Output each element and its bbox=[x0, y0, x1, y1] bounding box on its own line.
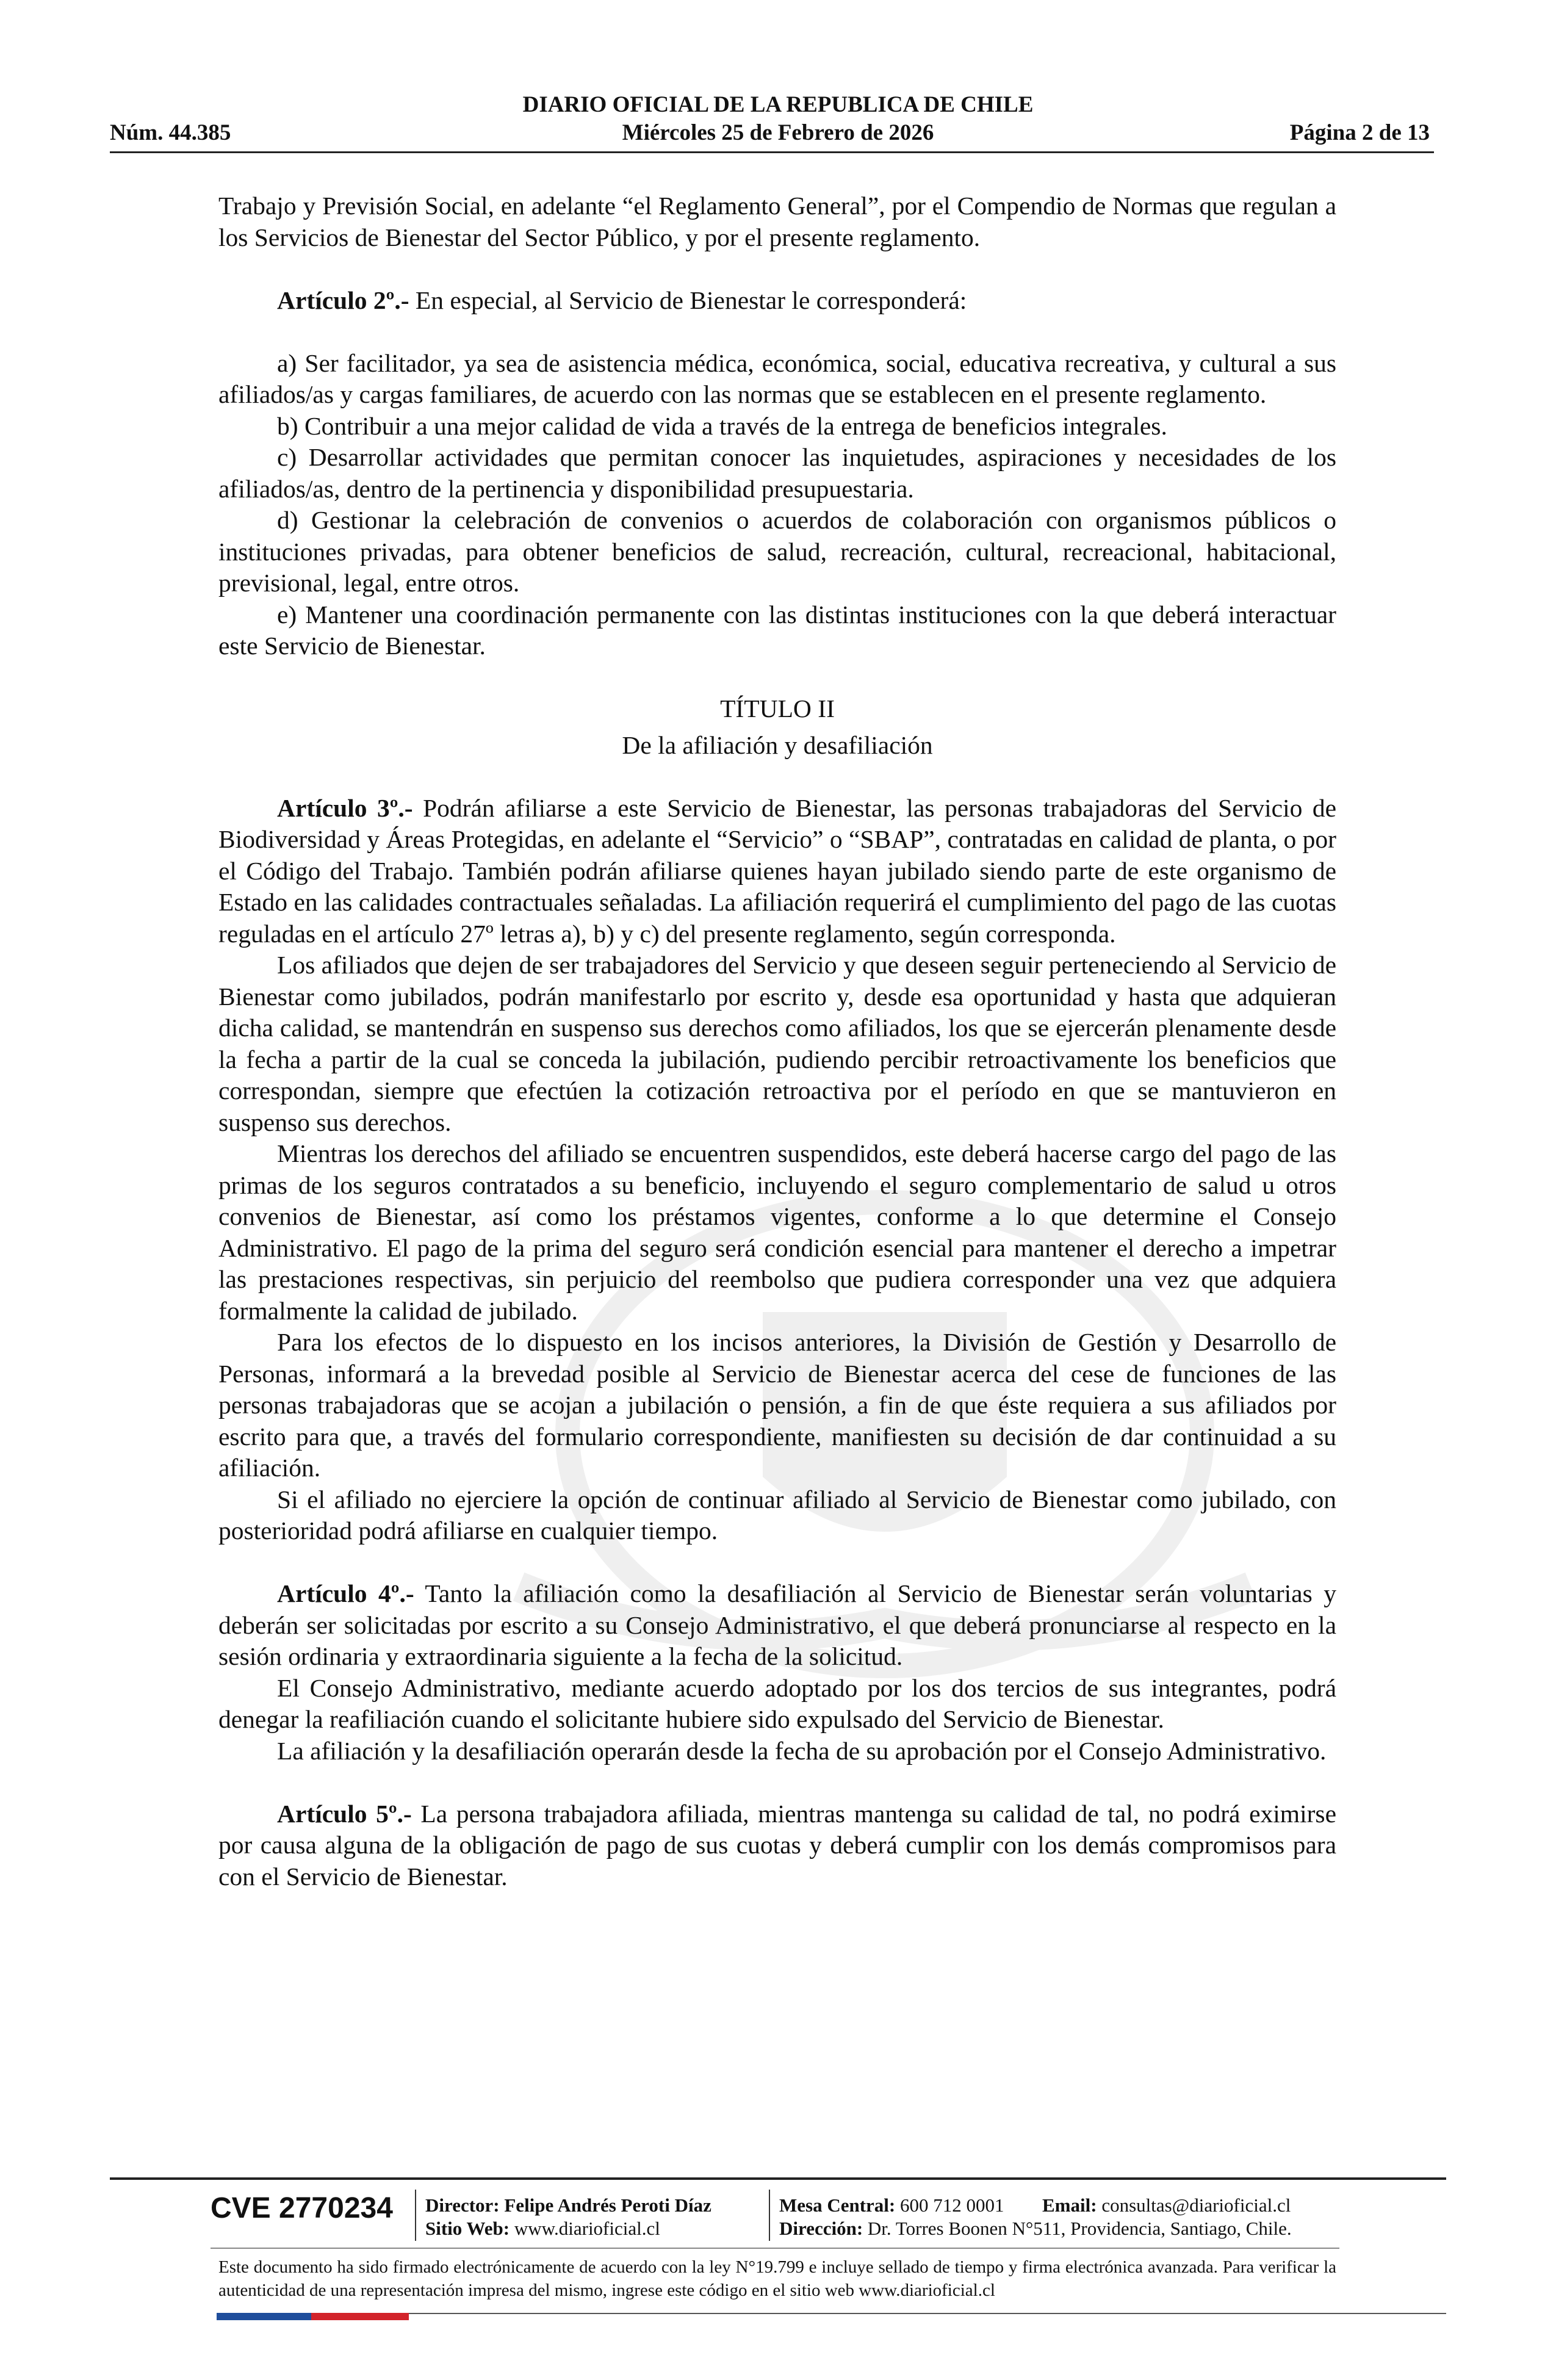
article-4 bbox=[218, 1578, 1336, 1673]
phone-value: 600 712 0001 bbox=[895, 2194, 1004, 2216]
article-3-paragraph: Los afiliados que dejen de ser trabajadores del Servicio y que deseen seguir perteneciendo al Servicio de Bienestar como jubilados, podrán manifestarlo por escrito y, desde esa oportunidad y hasta que adquieran dicha calidad, se mantendrán en suspenso sus derechos como afiliados, los que se ejercerán plenamente desde la fecha a partir de la cual se conceda la jubilación, pudiendo percibir retroactivamente los beneficios que correspondan, siempre que efectúen la cotización retroactiva por el período en que se mantuvieron en suspenso sus derechos. bbox=[218, 951, 1336, 1136]
director-name: Felipe Andrés Peroti Díaz bbox=[499, 2194, 711, 2216]
section-subtitle: De la afiliación y desafiliación bbox=[622, 730, 933, 759]
site-link[interactable]: www.diarioficial.cl bbox=[510, 2218, 660, 2239]
article-3-text: Podrán afiliarse a este Servicio de Bienestar, las personas trabajadoras del Servicio de Biodiversidad y Áreas Protegidas, en adelante el “Servicio” o “SBAP”, contratadas en calidad de planta, o por el Código del Trabajo. También podrán afiliarse quienes hayan jubilado siendo parte de este organismo de Estado en las calidades contractuales señaladas. La afiliación requerirá el cumplimiento del pago de las cuotas reguladas en el artículo 27º letras a), b) y c) del presente reglamento, según corresponda. bbox=[218, 793, 1336, 948]
phone-label: Mesa Central: bbox=[779, 2194, 896, 2216]
article-3-paragraph: Si el afiliado no ejerciere la opción de continuar afiliado al Servicio de Bienestar como jubilado, con posterioridad podrá afiliarse en cualquier tiempo. bbox=[218, 1485, 1336, 1545]
article-5 bbox=[218, 1798, 1336, 1893]
list-item: d) Gestionar la celebración de convenios o acuerdos de colaboración con organismos públicos o instituciones privadas, para obtener beneficios de salud, recreación, cultural, recreacional, habitacional, previsional, legal, entre otros. bbox=[218, 506, 1336, 597]
list-item: a) Ser facilitador, ya sea de asistencia médica, económica, social, educativa recreativa, y cultural a sus afiliados/as y cargas familiares, de acuerdo con las normas que se establecen en el presente reglamento. bbox=[218, 348, 1336, 408]
footer-divider bbox=[769, 2190, 770, 2241]
intro-paragraph: Trabajo y Previsión Social, en adelante “el Reglamento General”, por el Compendio de Normas que regulan a los Servicios de Bienestar del Sector Público, y por el presente reglamento. bbox=[218, 192, 1336, 251]
footer-divider bbox=[415, 2190, 416, 2241]
site-label: Sitio Web: bbox=[425, 2218, 510, 2239]
director-line bbox=[425, 2194, 711, 2217]
legal-notice: Este documento ha sido firmado electrónicamente de acuerdo con la ley N°19.799 e incluye sellado de tiempo y firma electrónica avanzada. Para verificar la autenticidad de una representación impresa del mismo, ingrese este código en el sitio web www.diarioficial.cl bbox=[218, 2257, 1336, 2300]
footer-bottom-rule bbox=[409, 2313, 1446, 2314]
site-line bbox=[425, 2217, 660, 2240]
title-block bbox=[218, 693, 1336, 761]
article-3-paragraph: Mientras los derechos del afiliado se encuentren suspendidos, este deberá hacerse cargo del pago de las primas de los seguros contratados a su beneficio, incluyendo el seguro complementario de salud u otros convenios de Bienestar, así como los préstamos vigentes, conforme a lo que determine el Consejo Administrativo. El pago de la prima del seguro será condición esencial para mantener el derecho a impetrar las prestaciones respectivas, sin perjuicio del reembolso que pudiera corresponder una vez que adquiera formalmente la calidad de jubilado. bbox=[218, 1139, 1336, 1325]
address-line bbox=[779, 2217, 1292, 2240]
article-2 bbox=[218, 285, 1336, 317]
article-4-paragraph: La afiliación y la desafiliación operarán desde la fecha de su aprobación por el Consejo Administrativo. bbox=[277, 1736, 1327, 1765]
document-body bbox=[218, 190, 1336, 1892]
list-item: c) Desarrollar actividades que permitan conocer las inquietudes, aspiraciones y necesidades de los afiliados/as, dentro de la pertinencia y disponibilidad presupuestaria. bbox=[218, 443, 1336, 503]
phone-line bbox=[779, 2194, 1004, 2217]
article-3 bbox=[218, 793, 1336, 950]
article-2-heading: Artículo 2º.- bbox=[277, 286, 409, 314]
article-3-heading: Artículo 3º.- bbox=[277, 793, 413, 822]
address-value: Dr. Torres Boonen N°511, Providencia, Santiago, Chile. bbox=[863, 2218, 1292, 2239]
page-number: Página 2 de 13 bbox=[1289, 120, 1430, 145]
article-4-paragraph: El Consejo Administrativo, mediante acuerdo adoptado por los dos tercios de sus integrantes, podrá denegar la reafiliación cuando el solicitante hubiere sido expulsado del Servicio de Bienestar. bbox=[218, 1673, 1336, 1733]
email-label: Email: bbox=[1042, 2194, 1097, 2216]
article-4-text: Tanto la afiliación como la desafiliación al Servicio de Bienestar serán voluntarias y deberán ser solicitadas por escrito a su Consejo Administrativo, el que deberá pronunciarse al respecto en la sesión ordinaria y extraordinaria siguiente a la fecha de la solicitud. bbox=[218, 1579, 1336, 1670]
article-3-paragraph: Para los efectos de lo dispuesto en los incisos anteriores, la División de Gestión y Desarrollo de Personas, informará a la brevedad posible al Servicio de Bienestar acerca del cese de funciones de las personas trabajadoras que se acojan a jubilación o pensión, a fin de que éste requiera a sus afiliados por escrito para que, a través del formulario correspondiente, manifiesten su decisión de dar continuidad a su afiliación. bbox=[218, 1328, 1336, 1482]
flag-stripe-red bbox=[311, 2313, 409, 2320]
cve-code: CVE 2770234 bbox=[211, 2192, 393, 2224]
article-2-list bbox=[218, 348, 1336, 662]
email-link[interactable]: consultas@diarioficial.cl bbox=[1097, 2194, 1291, 2216]
email-line bbox=[1042, 2194, 1291, 2217]
list-item: e) Mantener una coordinación permanente con las distintas instituciones con la que deberá interactuar este Servicio de Bienestar. bbox=[218, 600, 1336, 660]
flag-stripe-blue bbox=[217, 2313, 311, 2320]
article-5-text: La persona trabajadora afiliada, mientras mantenga su calidad de tal, no podrá eximirse por causa alguna de la obligación de pago de sus cuotas y deberá cumplir con los demás compromisos para con el Servicio de Bienestar. bbox=[218, 1799, 1336, 1891]
section-title: TÍTULO II bbox=[720, 694, 835, 723]
article-2-text: En especial, al Servicio de Bienestar le corresponderá: bbox=[409, 286, 967, 314]
footer-separator bbox=[211, 2248, 1339, 2249]
article-5-heading: Artículo 5º.- bbox=[277, 1799, 412, 1828]
publication-title: DIARIO OFICIAL DE LA REPUBLICA DE CHILE bbox=[522, 92, 1034, 117]
article-4-heading: Artículo 4º.- bbox=[277, 1579, 414, 1607]
header-rule bbox=[110, 151, 1434, 153]
list-item: b) Contribuir a una mejor calidad de vida a través de la entrega de beneficios integrales. bbox=[277, 411, 1167, 440]
address-label: Dirección: bbox=[779, 2218, 863, 2239]
issue-date: Miércoles 25 de Febrero de 2026 bbox=[622, 120, 934, 145]
director-label: Director: bbox=[425, 2194, 500, 2216]
footer-rule bbox=[110, 2177, 1446, 2180]
issue-number: Núm. 44.385 bbox=[110, 120, 231, 145]
